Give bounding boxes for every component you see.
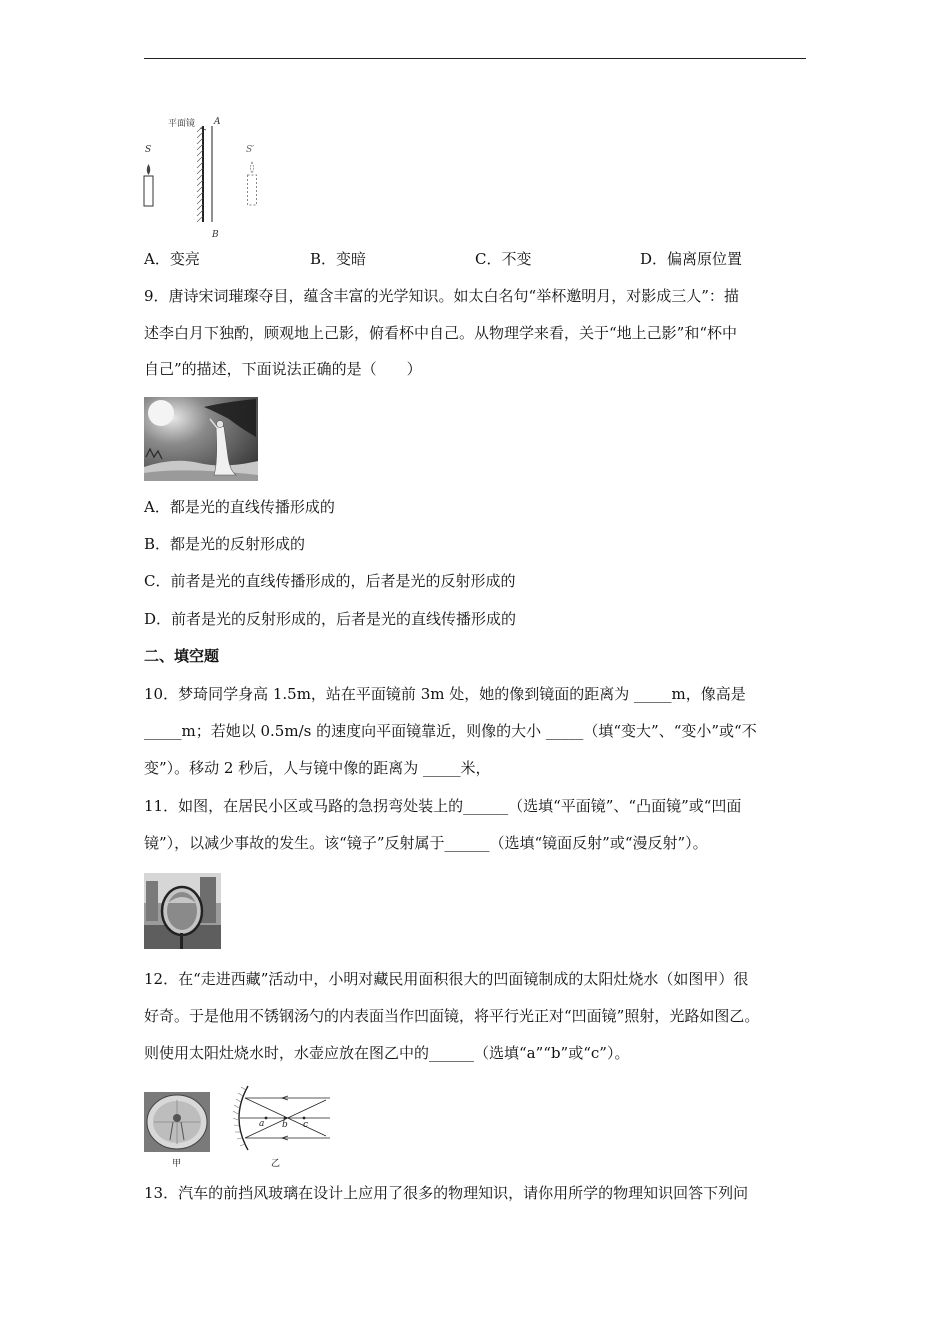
q12-line-1: 12．在“走进西藏”活动中，小明对藏民用面积很大的凹面镜制成的太阳灶烧水（如图甲）很	[144, 970, 749, 988]
concave-mirror-ray-diagram	[226, 1080, 336, 1156]
q9-option-c: C．前者是光的直线传播形成的，后者是光的反射形成的	[144, 572, 516, 590]
mirror-label: 平面镜	[168, 119, 196, 129]
q11-line-2: 镜”），以减少事故的发生。该“镜子”反射属于______（选填“镜面反射”或“漫反射”）。	[144, 834, 708, 852]
q8-option-c: C．不变	[475, 250, 532, 268]
header-rule	[144, 58, 806, 59]
q8-option-d: D．偏离原位置	[640, 250, 743, 268]
plane-mirror-diagram	[140, 112, 270, 242]
candle-image	[248, 175, 257, 205]
point-c-label: c	[303, 1120, 309, 1130]
ray-diagram	[226, 1080, 336, 1156]
section-heading: 二、填空题	[144, 647, 220, 665]
q8-option-a: A．变亮	[144, 250, 200, 268]
point-b-label: b	[282, 1120, 288, 1130]
q9-line-1: 9．唐诗宋词璀璨夺目，蕴含丰富的光学知识。如太白名句“举杯邀明月，对影成三人”：描	[144, 287, 739, 305]
moon-icon	[148, 400, 174, 426]
q9-option-d: D．前者是光的反射形成的，后者是光的直线传播形成的	[144, 610, 517, 628]
caption-jia: 甲	[172, 1159, 182, 1169]
moonlight-poet-image	[144, 397, 258, 481]
q9-option-a: A．都是光的直线传播形成的	[144, 498, 335, 516]
label-A: A	[214, 117, 221, 127]
q10-line-2: _____m；若她以 0.5m/s 的速度向平面镜靠近，则像的大小 _____（填“变大”、“变小”或“不	[144, 722, 757, 740]
convex-mirror-photo	[144, 873, 221, 949]
convex-mirror-picture	[144, 873, 221, 949]
point-a-label: a	[259, 1119, 265, 1129]
image-flame-icon	[251, 162, 254, 173]
solar-cooker-picture	[144, 1092, 210, 1152]
q12-line-2: 好奇。于是他用不锈钢汤勺的内表面当作凹面镜，将平行光正对“凹面镜”照射，光路如图乙。	[144, 1007, 760, 1025]
moonlight-picture	[144, 397, 258, 481]
label-S: S	[145, 145, 152, 155]
q8-option-b: B．变暗	[310, 250, 367, 268]
caption-yi: 乙	[271, 1159, 281, 1169]
q10-line-3: 变”）。移动 2 秒后，人与镜中像的距离为 _____米，	[144, 759, 491, 777]
candle	[144, 176, 153, 206]
solar-cooker-photo	[144, 1092, 210, 1152]
label-S-prime: S′	[246, 145, 255, 155]
flame-icon	[147, 164, 151, 175]
q12-line-3: 则使用太阳灶烧水时，水壶应放在图乙中的______（选填“a”“b”或“c”）。	[144, 1044, 630, 1062]
q10-line-1: 10．梦琦同学身高 1.5m，站在平面镜前 3m 处，她的像到镜面的距离为 _____m，像高是	[144, 685, 746, 703]
q11-line-1: 11．如图，在居民小区或马路的急拐弯处装上的______（选填“平面镜”、“凸面镜”或“凹面	[144, 797, 742, 815]
label-B: B	[212, 230, 219, 240]
q9-line-2: 述李白月下独酌，顾观地上己影，俯看杯中自己。从物理学来看，关于“地上己影”和“杯中	[144, 324, 738, 342]
q9-option-b: B．都是光的反射形成的	[144, 535, 306, 553]
q13-line-1: 13．汽车的前挡风玻璃在设计上应用了很多的物理知识，请你用所学的物理知识回答下列问	[144, 1184, 749, 1202]
q9-line-3: 自己”的描述，下面说法正确的是（ ）	[144, 360, 422, 378]
plane-mirror-figure	[140, 112, 270, 242]
